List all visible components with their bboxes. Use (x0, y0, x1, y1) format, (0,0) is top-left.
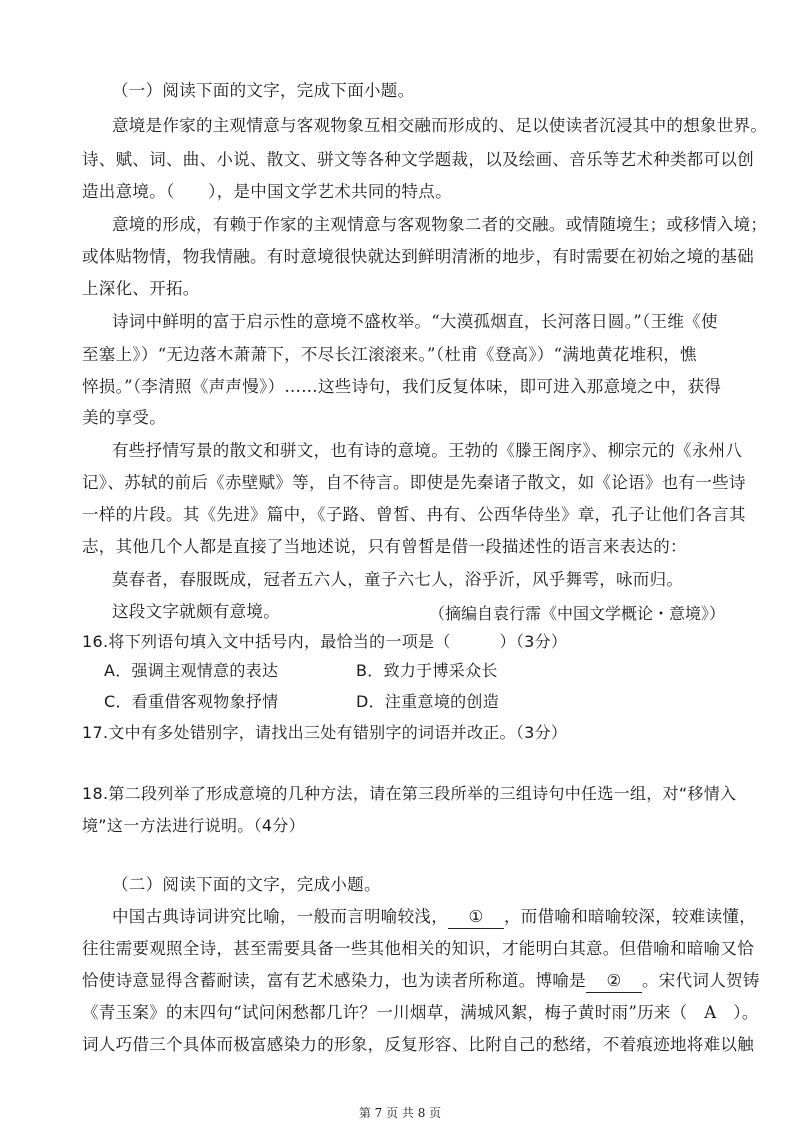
closing-sentence: 这段文字就颇有意境。 (112, 602, 280, 621)
p4-line4: 志，其他几个人都是直接了当地述说，只有曾皙是借一段描述性的语言来表达的： (82, 537, 687, 556)
quoted-passage: 莫春者，春服既成，冠者五六人，童子六七人，浴乎沂，风乎舞雩，咏而归。 (112, 570, 684, 589)
source-citation: （摘编自袁行霈《中国文学概论・意境》） (428, 604, 725, 623)
s2-line5: 词人巧借三个具体而极富感染力的形象，反复形容、比附自己的愁绪，不着痕迹地将难以触 (82, 1035, 754, 1054)
s2-line1 (112, 906, 756, 929)
p4-line2: 记》、苏轼的前后《赤壁赋》等，自不待言。即使是先秦诸子散文，如《论语》也有一些诗 (82, 473, 746, 492)
p3-line4: 美的享受。 (82, 408, 166, 427)
p3-line2: 至塞上》）“无边落木萧萧下，不尽长江滚滚来。”（杜甫《登高》）“满地黄花堆积，憔 (82, 345, 697, 364)
q16-option-b: B．致力于博采众长 (356, 661, 498, 680)
q16-option-d: D．注重意境的创造 (356, 692, 500, 711)
page-footer: 第 7 页 共 8 页 (358, 1106, 442, 1120)
s2-line2: 往往需要观照全诗，甚至需要具备一些其他相关的知识，才能明白其意。但借喻和暗喻又恰 (82, 939, 754, 958)
s2-line3-end: 。宋代词人贺铸 (642, 971, 760, 990)
question-18-line1: 18.第二段列举了形成意境的几种方法，请在第三段所举的三组诗句中任选一组，对“移情入 (82, 784, 737, 803)
section1-heading: （一）阅读下面的文字，完成下面小题。 (112, 81, 415, 100)
p4-line1: 有些抒情写景的散文和骈文，也有诗的意境。王勃的《滕王阁序》、柳宗元的《永州八 (112, 441, 743, 460)
s2-line1-end: ，而借喻和暗喻较深，较难读懂， (504, 907, 756, 926)
blank-2: ② (586, 970, 642, 993)
p1-line1: 意境是作家的主观情意与客观物象互相交融而形成的、足以使读者沉浸其中的想象世界。 (112, 116, 768, 135)
p4-line3: 一样的片段。其《先进》篇中，《子路、曾皙、冉有、公西华侍坐》章，孔子让他们各言其 (82, 505, 746, 524)
question-16-stem: 16.将下列语句填入文中括号内，最恰当的一项是（ ）（3分） (82, 632, 568, 651)
p2-line1: 意境的形成，有赖于作家的主观情意与客观物象二者的交融。或情随境生；或移情入境； (112, 215, 768, 234)
p2-line3: 上深化、开拓。 (82, 279, 200, 298)
p3-line3: 悴损。”（李清照《声声慢》）……这些诗句，我们反复体味，即可进入那意境之中，获得 (82, 377, 722, 396)
q16-option-c: C．看重借客观物象抒情 (104, 692, 279, 711)
s2-line3 (82, 970, 760, 993)
s2-line4: 《青玉案》的末四句“试问闲愁都几许？一川烟草，满城风絮，梅子黄时雨”历来（ A ）。 (82, 1003, 759, 1022)
blank-1: ① (448, 906, 504, 929)
p1-line3: 造出意境。（ ），是中国文学艺术共同的特点。 (82, 182, 452, 201)
p1-line2: 诗、赋、词、曲、小说、散文、骈文等各种文学题裁，以及绘画、音乐等艺术种类都可以创 (82, 150, 754, 169)
s2-line3-start: 恰使诗意显得含蓄耐读，富有艺术感染力，也为读者所称道。博喻是 (82, 971, 586, 990)
question-18-line2: 境”这一方法进行说明。（4分） (82, 816, 305, 835)
section2-heading: （二）阅读下面的文字，完成小题。 (112, 875, 381, 894)
p3-line1: 诗词中鲜明的富于启示性的意境不盛枚举。“大漠孤烟直，长河落日圆。”（王维《使 (112, 312, 718, 331)
question-17-stem: 17.文中有多处错别字，请找出三处有错别字的词语并改正。（3分） (82, 723, 568, 742)
q16-option-a: A．强调主观情意的表达 (104, 661, 279, 680)
p2-line2: 或体贴物情，物我情融。有时意境很快就达到鲜明清淅的地步，有时需要在初始之境的基础 (82, 247, 754, 266)
s2-line1-start: 中国古典诗词讲究比喻，一般而言明喻较浅， (112, 907, 448, 926)
